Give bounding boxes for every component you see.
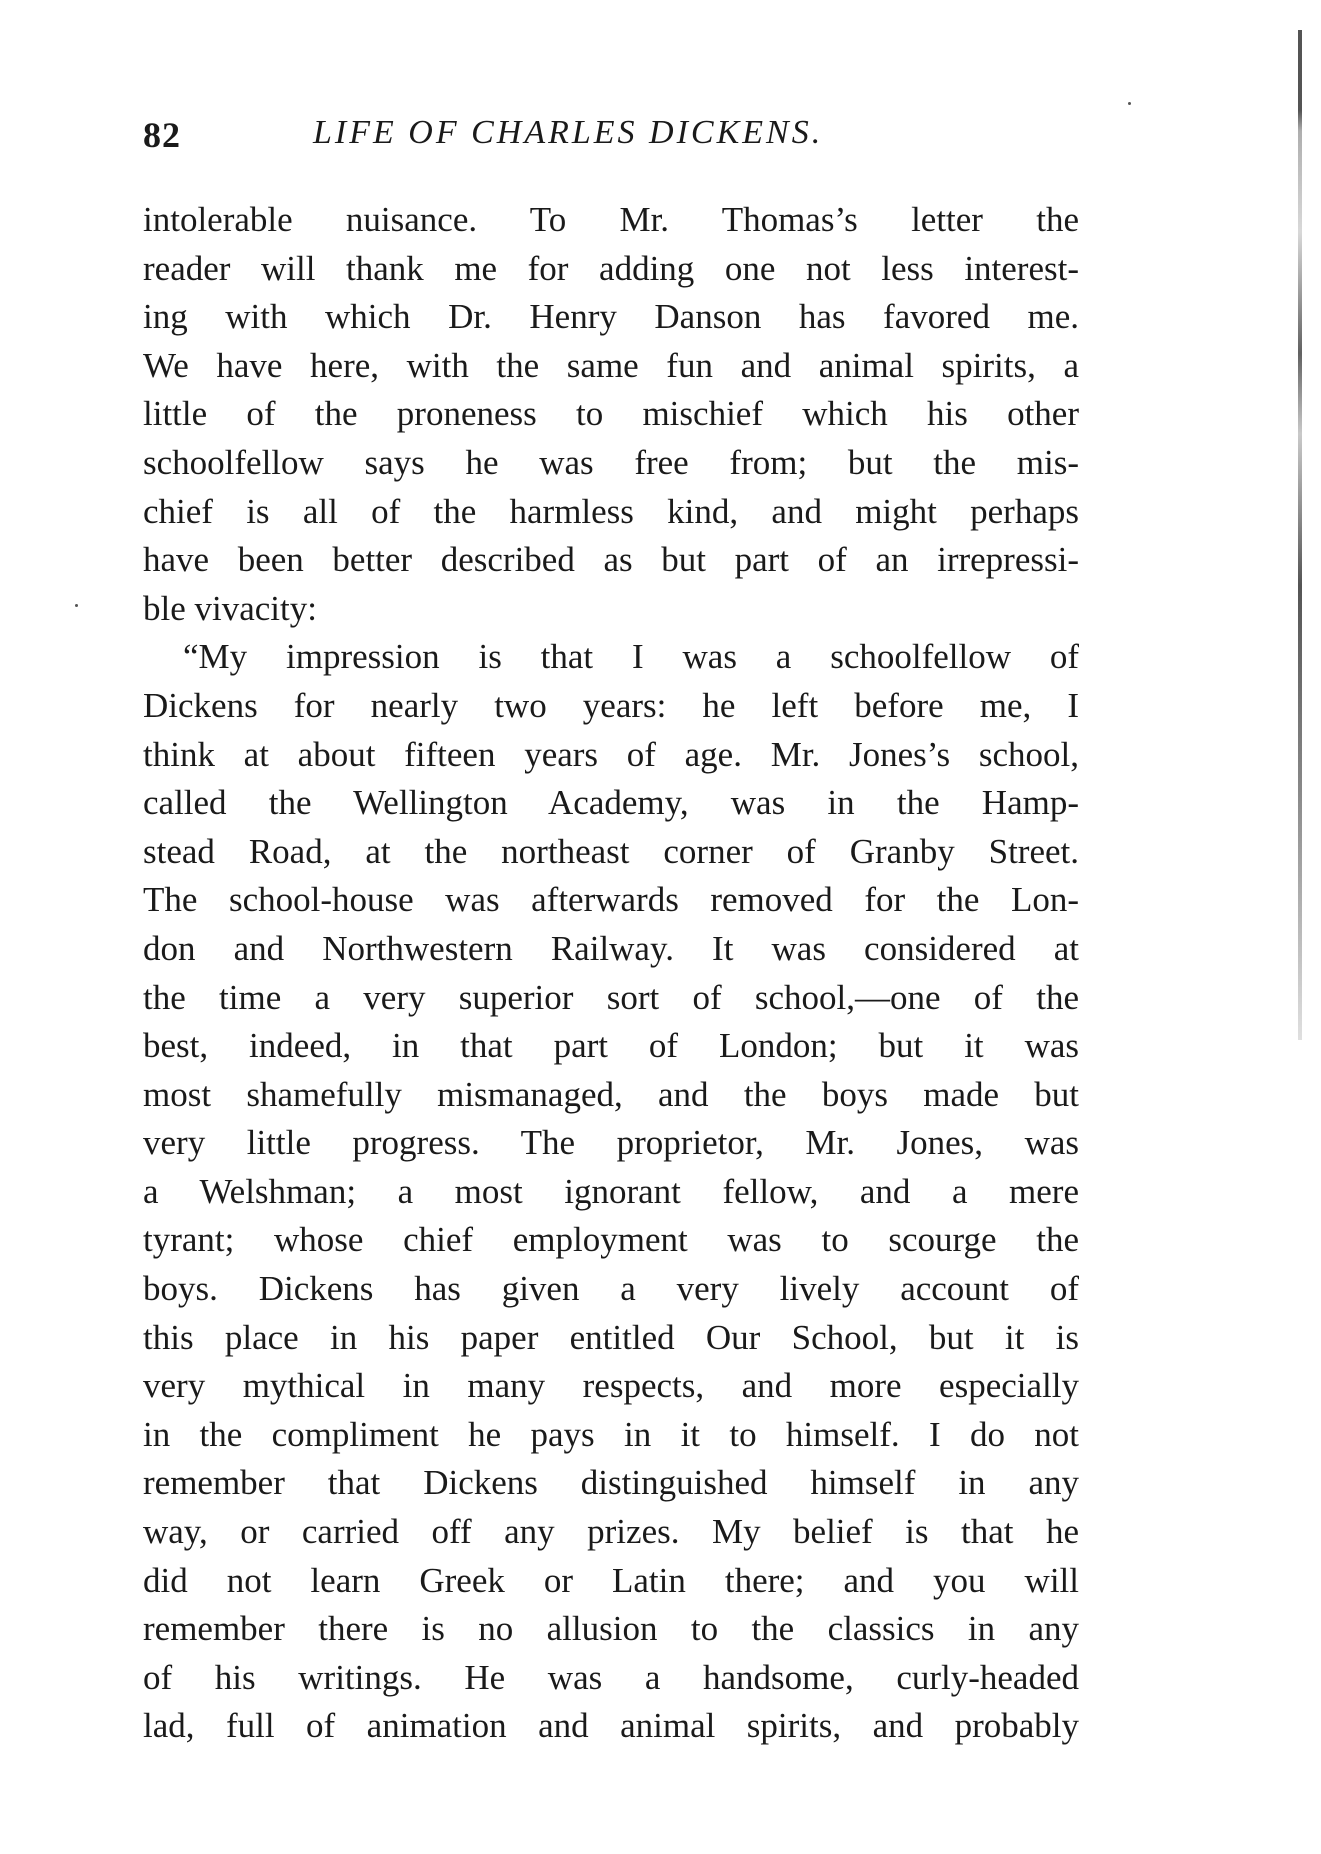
text-line: tyrant; whose chief employment was to scourge the — [143, 1220, 1079, 1260]
running-title: LIFE OF CHARLES DICKENS. — [313, 114, 824, 151]
text-line: don and Northwestern Railway. It was considered at — [143, 928, 1079, 968]
text-line: lad, full of animation and animal spirits, and probably — [143, 1706, 1079, 1746]
text-line: did not learn Greek or Latin there; and you will — [143, 1560, 1079, 1600]
text-line: this place in his paper entitled Our School, but it is — [143, 1317, 1079, 1357]
text-line: best, indeed, in that part of London; but it was — [143, 1026, 1079, 1066]
text-line: intolerable nuisance. To Mr. Thomas’s letter the — [143, 200, 1079, 239]
text-line: most shamefully mismanaged, and the boys made but — [143, 1074, 1079, 1114]
ink-speck — [1128, 102, 1131, 105]
ink-speck — [75, 604, 78, 607]
text-line: the time a very superior sort of school,—one of the — [143, 977, 1079, 1017]
page-gutter-edge — [1298, 30, 1302, 1040]
text-line: ing with which Dr. Henry Danson has favored me. — [143, 297, 1079, 337]
text-line: called the Wellington Academy, was in the Hamp- — [143, 783, 1079, 823]
text-line: boys. Dickens has given a very lively account of — [143, 1269, 1079, 1309]
text-line: remember that Dickens distinguished himself in any — [143, 1463, 1079, 1503]
text-line: have been better described as but part of an irrepressi- — [143, 540, 1079, 580]
page-number: 82 — [143, 115, 181, 155]
text-line: very mythical in many respects, and more especially — [143, 1366, 1079, 1406]
text-line: of his writings. He was a handsome, curly-headed — [143, 1657, 1079, 1697]
text-line: very little progress. The proprietor, Mr. Jones, was — [143, 1123, 1079, 1163]
text-line: stead Road, at the northeast corner of Granby Street. — [143, 831, 1079, 871]
text-line: little of the proneness to mischief which his other — [143, 394, 1079, 434]
text-line: The school-house was afterwards removed for the Lon- — [143, 880, 1079, 920]
text-line: think at about fifteen years of age. Mr. Jones’s school, — [143, 734, 1079, 774]
text-line: schoolfellow says he was free from; but the mis- — [143, 442, 1079, 482]
text-line: Dickens for nearly two years: he left before me, I — [143, 685, 1079, 725]
text-line: remember there is no allusion to the classics in any — [143, 1609, 1079, 1649]
text-line: We have here, with the same fun and animal spirits, a — [143, 345, 1079, 385]
running-head — [143, 114, 1079, 164]
text-line: ble vivacity: — [143, 588, 317, 628]
text-line: way, or carried off any prizes. My belief is that he — [143, 1512, 1079, 1552]
text-line: reader will thank me for adding one not less interest- — [143, 248, 1079, 288]
text-line: a Welshman; a most ignorant fellow, and a mere — [143, 1171, 1079, 1211]
text-line: in the compliment he pays in it to himself. I do not — [143, 1414, 1079, 1454]
text-line: chief is all of the harmless kind, and might perhaps — [143, 491, 1079, 531]
text-line: “My impression is that I was a schoolfellow of — [183, 637, 1079, 677]
body-text — [143, 196, 1079, 1751]
